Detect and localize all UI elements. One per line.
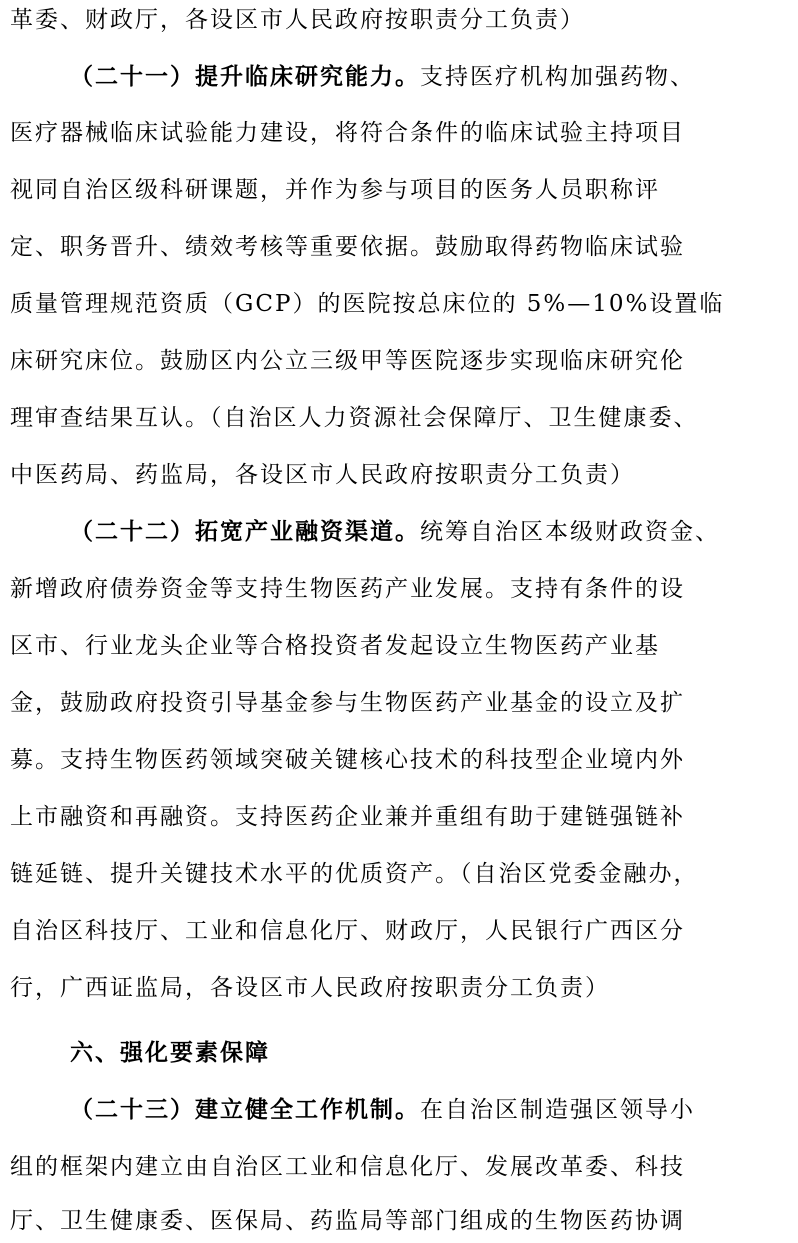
paragraph-line: 质量管理规范资质（GCP）的医院按总床位的 5%—10%设置临 bbox=[10, 291, 725, 317]
paragraph-line: 组的框架内建立由自治区工业和信息化厅、发展改革委、科技 bbox=[10, 1154, 685, 1180]
paragraph-line: 自治区科技厅、工业和信息化厅、财政厅，人民银行广西区分 bbox=[10, 918, 685, 944]
paragraph-line: 厅、卫生健康委、医保局、药监局等部门组成的生物医药协调 bbox=[10, 1208, 685, 1234]
paragraph-line: 床研究床位。鼓励区内公立三级甲等医院逐步实现临床研究伦 bbox=[10, 348, 685, 374]
paragraph-line: 革委、财政厅，各设区市人民政府按职责分工负责） bbox=[10, 7, 585, 33]
paragraph-line: 医疗器械临床试验能力建设，将符合条件的临床试验主持项目 bbox=[10, 120, 685, 146]
paragraph-line: （二十三）建立健全工作机制。在自治区制造强区领导小 bbox=[70, 1097, 695, 1123]
paragraph-line: 区市、行业龙头企业等合格投资者发起设立生物医药产业基 bbox=[10, 633, 660, 659]
paragraph-line: 定、职务晋升、绩效考核等重要依据。鼓励取得药物临床试验 bbox=[10, 234, 685, 260]
section-heading: 六、强化要素保障 bbox=[70, 1040, 270, 1066]
paragraph-line: 中医药局、药监局，各设区市人民政府按职责分工负责） bbox=[10, 462, 635, 488]
paragraph-line: 理审查结果互认。（自治区人力资源社会保障厅、卫生健康委、 bbox=[10, 405, 699, 431]
section-title-22: （二十二）拓宽产业融资渠道。 bbox=[70, 519, 420, 545]
paragraph-line: （二十二）拓宽产业融资渠道。统筹自治区本级财政资金、 bbox=[70, 519, 720, 545]
paragraph-line: 链延链、提升关键技术水平的优质资产。（自治区党委金融办， bbox=[10, 861, 699, 887]
paragraph-line: 新增政府债券资金等支持生物医药产业发展。支持有条件的设 bbox=[10, 576, 685, 602]
paragraph-line: 募。支持生物医药领域突破关键核心技术的科技型企业境内外 bbox=[10, 747, 685, 773]
paragraph-line: 上市融资和再融资。支持医药企业兼并重组有助于建链强链补 bbox=[10, 804, 685, 830]
paragraph-line: 金，鼓励政府投资引导基金参与生物医药产业基金的设立及扩 bbox=[10, 690, 685, 716]
section-title-21: （二十一）提升临床研究能力。 bbox=[70, 64, 420, 90]
paragraph-line: 行，广西证监局，各设区市人民政府按职责分工负责） bbox=[10, 975, 610, 1001]
paragraph-line: 视同自治区级科研课题，并作为参与项目的医务人员职称评 bbox=[10, 177, 660, 203]
paragraph-line: （二十一）提升临床研究能力。支持医疗机构加强药物、 bbox=[70, 64, 695, 90]
section-title-23: （二十三）建立健全工作机制。 bbox=[70, 1097, 420, 1123]
